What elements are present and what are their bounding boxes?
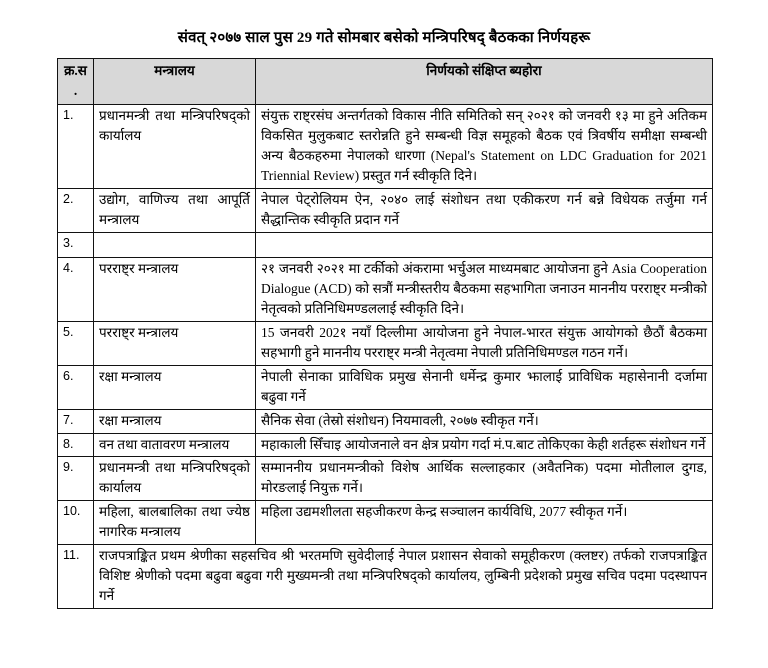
ministry-cell: परराष्ट्र मन्त्रालय xyxy=(94,257,256,321)
table-row xyxy=(58,104,713,188)
table-row xyxy=(58,545,713,609)
table-row xyxy=(58,365,713,409)
decision-cell: २१ जनवरी २०२१ मा टर्कीको अंकरामा भर्चुअल माध्यमबाट आयोजना हुने Asia Cooperation Dialogue (ACD) को सत्रौं मन्त्रीस्तरीय बैठकमा सहभागिता जनाउन माननीय परराष्ट्र मन्त्रीको नेतृत्वको प्रतिनिधिमण्डललाई स्वीकृति दिने। xyxy=(256,257,713,321)
header-sn: क्र.स. xyxy=(58,59,94,105)
table-row xyxy=(58,457,713,501)
sn-cell: 2. xyxy=(58,188,94,232)
ministry-cell: रक्षा मन्त्रालय xyxy=(94,409,256,433)
ministry-cell xyxy=(94,232,256,257)
sn-cell: 5. xyxy=(58,321,94,365)
ministry-cell: उद्योग, वाणिज्य तथा आपूर्ति मन्त्रालय xyxy=(94,188,256,232)
decision-cell: महिला उद्यमशीलता सहजीकरण केन्द्र सञ्चालन कार्यविधि, 2077 स्वीकृत गर्ने। xyxy=(256,501,713,545)
ministry-cell: प्रधानमन्त्री तथा मन्त्रिपरिषद्को कार्यालय xyxy=(94,104,256,188)
ministry-cell: वन तथा वातावरण मन्त्रालय xyxy=(94,433,256,457)
sn-cell: 1. xyxy=(58,104,94,188)
ministry-cell: महिला, बालबालिका तथा ज्येष्ठ नागरिक मन्त्रालय xyxy=(94,501,256,545)
sn-cell: 6. xyxy=(58,365,94,409)
ministry-cell: रक्षा मन्त्रालय xyxy=(94,365,256,409)
table-row xyxy=(58,232,713,257)
sn-cell: 3. xyxy=(58,232,94,257)
sn-cell: 8. xyxy=(58,433,94,457)
header-ministry: मन्त्रालय xyxy=(94,59,256,105)
decision-cell: 15 जनवरी 202१ नयाँ दिल्लीमा आयोजना हुने नेपाल-भारत संयुक्त आयोगको छैठौं बैठकमा सहभागी हुने माननीय परराष्ट्र मन्त्री नेतृत्वमा नेपाली प्रतिनिधिमण्डल गठन गर्ने। xyxy=(256,321,713,365)
page-title: संवत् २०७७ साल पुस 29 गते सोमबार बसेको मन्त्रिपरिषद् बैठकका निर्णयहरू xyxy=(177,30,591,46)
decision-cell: संयुक्त राष्ट्रसंघ अन्तर्गतको विकास नीति समितिको सन् २०२१ को जनवरी १३ मा हुने अतिकम विकसित मुलुकबाट स्तरोन्नति हुने सम्बन्धी विज्ञ समूहको बैठक एवं त्रिवर्षीय समीक्षा सम्बन्धी अन्य बैठकहरुमा नेपालको धारणा (Nepal's Statement on LDC Graduation for 2021 Triennial Review) प्रस्तुत गर्न स्वीकृति दिने। xyxy=(256,104,713,188)
table-row xyxy=(58,433,713,457)
table-row xyxy=(58,257,713,321)
table-row xyxy=(58,321,713,365)
sn-cell: 9. xyxy=(58,457,94,501)
table-row xyxy=(58,188,713,232)
decision-cell: सैनिक सेवा (तेस्रो संशोधन) नियमावली, २०७७ स्वीकृत गर्ने। xyxy=(256,409,713,433)
ministry-cell: परराष्ट्र मन्त्रालय xyxy=(94,321,256,365)
decision-cell-merged: राजपत्राङ्कित प्रथम श्रेणीका सहसचिव श्री भरतमणि सुवेदीलाई नेपाल प्रशासन सेवाको समूहीकरण (क्लष्टर) तर्फको राजपत्राङ्कित विशिष्ट श्रेणीको पदमा बढुवा बढुवा गरी मुख्यमन्त्री तथा मन्त्रिपरिषद्को कार्यालय, लुम्बिनी प्रदेशको प्रमुख सचिव पदमा पदस्थापन गर्ने xyxy=(94,545,713,609)
ministry-cell: प्रधानमन्त्री तथा मन्त्रिपरिषद्को कार्यालय xyxy=(94,457,256,501)
decision-cell xyxy=(256,232,713,257)
sn-cell: 11. xyxy=(58,545,94,609)
decision-cell: सम्माननीय प्रधानमन्त्रीको विशेष आर्थिक सल्लाहकार (अवैतनिक) पदमा मोतीलाल दुगड, मोरङलाई नियुक्त गर्ने। xyxy=(256,457,713,501)
decision-cell: महाकाली सिँचाइ आयोजनाले वन क्षेत्र प्रयोग गर्दा मं.प.बाट तोकिएका केही शर्तहरू संशोधन गर्ने xyxy=(256,433,713,457)
table-row xyxy=(58,501,713,545)
decisions-table xyxy=(57,58,713,609)
sn-cell: 7. xyxy=(58,409,94,433)
table-header-row xyxy=(58,59,713,105)
header-decision: निर्णयको संक्षिप्त ब्यहोरा xyxy=(256,59,713,105)
sn-cell: 4. xyxy=(58,257,94,321)
sn-cell: 10. xyxy=(58,501,94,545)
table-row xyxy=(58,409,713,433)
decision-cell: नेपाल पेट्रोलियम ऐन, २०४० लाई संशोधन तथा एकीकरण गर्न बन्ने विधेयक तर्जुमा गर्न सैद्धान्तिक स्वीकृति प्रदान गर्ने xyxy=(256,188,713,232)
decision-cell: नेपाली सेनाका प्राविधिक प्रमुख सेनानी धर्मेन्द्र कुमार झालाई प्राविधिक महासेनानी दर्जामा बढुवा गर्ने xyxy=(256,365,713,409)
